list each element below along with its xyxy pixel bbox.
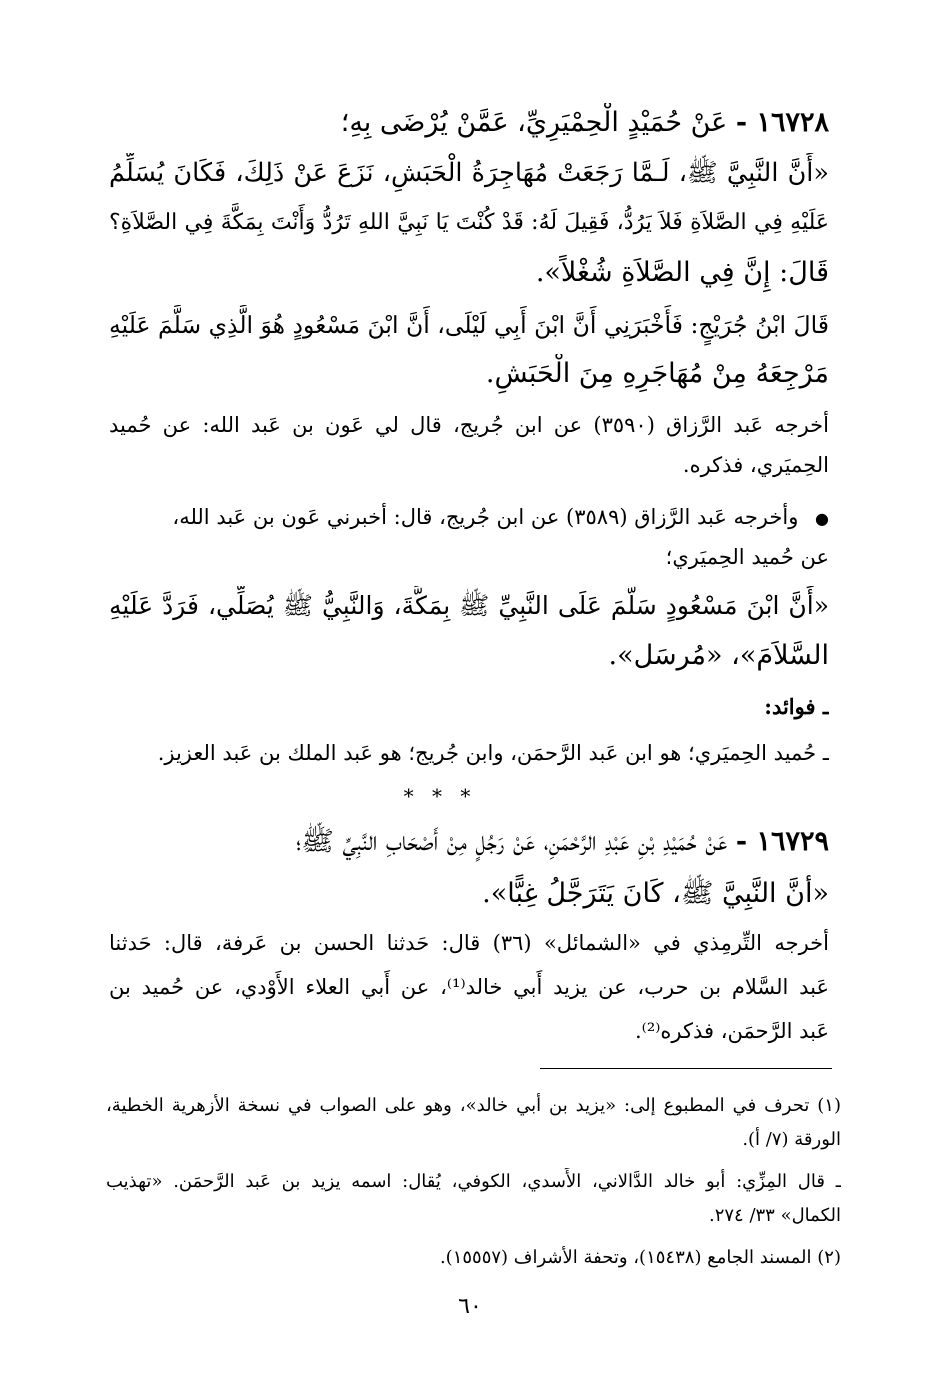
takhrij-16729-line-3: عَبد الرَّحمَن، فذكره⁽²⁾. bbox=[634, 1019, 829, 1043]
takhrij2-line-2: عن حُميد الحِميَري؛ bbox=[665, 545, 829, 569]
page-number: ٦٠ bbox=[458, 1294, 482, 1319]
matn-line-2: عَلَيْهِ فِي الصَّلاَةِ فَلاَ يَرُدُّ، فَقِيلَ لَهُ: قَدْ كُنْتَ يَا نَبِيَّ اللهِ تَرُدُّ وَأَنْتَ بِمَكَّةَ فِي الصَّلاَةِ؟ bbox=[109, 210, 829, 235]
takhrij-16729-line-2: عَبد السَّلام بن حرب، عن يزيد أَبي خالد⁽¹⁾، عن أَبي العلاء الأَوْدي، عن حُميد بن bbox=[109, 975, 829, 999]
takhrij-16729-line-1: أخرجه التِّرمِذي في «الشمائل» (٣٦) قال: حَدثنا الحسن بن عَرفة، قال: حَدثنا bbox=[109, 931, 829, 955]
fawaid-line: ـ حُميد الحِميَري؛ هو ابن عَبد الرَّحمَن، وابن جُريج؛ هو عَبد الملك بن عَبد العزيز. bbox=[157, 741, 829, 765]
fawaid-heading: ـ فوائد: bbox=[764, 694, 829, 719]
section-separator: * * * bbox=[403, 784, 477, 808]
hadith-number: ١٦٧٢٩ - bbox=[735, 826, 829, 857]
hadith-number: ١٦٧٢٨ - bbox=[735, 107, 829, 138]
takhrij-line-2: الحِميَري، فذكره. bbox=[682, 453, 829, 477]
footnote-divider bbox=[540, 1068, 832, 1069]
footnote-1b-line-2: الكمال» ٣٣/ ٢٧٤. bbox=[708, 1205, 841, 1226]
matn-16729: «أَنَّ النَّبِيَّ ﷺ، كَانَ يَتَرَجَّلُ غِبًّا». bbox=[482, 878, 829, 909]
matn-line-3: قَالَ: إِنَّ فِي الصَّلاَةِ شُغْلاً». bbox=[535, 257, 829, 288]
matn-line-1: «أَنَّ النَّبِيَّ ﷺ، لَـمَّا رَجَعَتْ مُهَاجِرَةُ الْحَبَشِ، نَزَعَ عَنْ ذَلِكَ، فَكَانَ يُسَلِّمُ bbox=[109, 158, 829, 188]
ibn-jurayj-line-1: قَالَ ابْنُ جُرَيْجٍ: فَأَخْبَرَنِي أَنَّ ابْنَ أَبِي لَيْلَى، أَنَّ ابْنَ مَسْعُودٍ هُوَ الَّذِي سَلَّمَ عَلَيْهِ bbox=[109, 311, 829, 339]
footnote-1-line-1: (١) تحرف في المطبوع إلى: «يزيد بن أبي خالد»، وهو على الصواب في نسخة الأزهرية الخطية، bbox=[106, 1095, 841, 1116]
mursal-line-2: السَّلاَمَ»، «مُرسَل». bbox=[608, 640, 829, 671]
hadith-16728-heading bbox=[109, 103, 829, 147]
isnad-text: عَنْ حُمَيْدِ بْنِ عَبْدِ الرَّحْمَنِ، عَنْ رَجُلٍ مِنْ أَصْحَابِ النَّبِيِّ ﷺ؛ bbox=[295, 826, 728, 857]
takhrij2-line-1 bbox=[109, 500, 829, 538]
ibn-jurayj-line-2: مَرْجِعَهُ مِنْ مُهَاجَرِهِ مِنَ الْحَبَشِ. bbox=[485, 358, 829, 389]
isnad-text: عَنْ حُمَيْدٍ الْحِمْيَرِيِّ، عَمَّنْ يُرْضَى بِهِ؛ bbox=[340, 107, 728, 138]
footnote-1b-line-1: ـ قال المِزِّي: أبو خالد الدَّالاني، الأَسدي، الكوفي، يُقال: اسمه يزيد بن عَبد الرَّحمَن. «تهذيب bbox=[106, 1171, 841, 1192]
takhrij2-text: وأخرجه عَبد الرَّزاق (٣٥٨٩) عن ابن جُريج، قال: أخبرني عَون بن عَبد الله، bbox=[172, 505, 799, 529]
footnote-1-line-2: الورقة (٧/ أ). bbox=[742, 1129, 841, 1150]
takhrij-line-1: أخرجه عَبد الرَّزاق (٣٥٩٠) عن ابن جُريج، قال لي عَون بن عَبد الله: عن حُميد bbox=[109, 413, 829, 437]
mursal-line-1: «أَنَّ ابْنَ مَسْعُودٍ سَلَّمَ عَلَى النَّبِيِّ ﷺ بِمَكَّةَ، وَالنَّبِيُّ ﷺ يُصَلِّي، فَرَدَّ عَلَيْهِ bbox=[109, 591, 829, 620]
footnote-2: (٢) المسند الجامع (١٥٤٣٨)، وتحفة الأشراف (١٥٥٥٧). bbox=[439, 1247, 841, 1268]
hadith-16729-heading bbox=[109, 822, 829, 866]
bullet-icon: ● bbox=[815, 509, 829, 528]
